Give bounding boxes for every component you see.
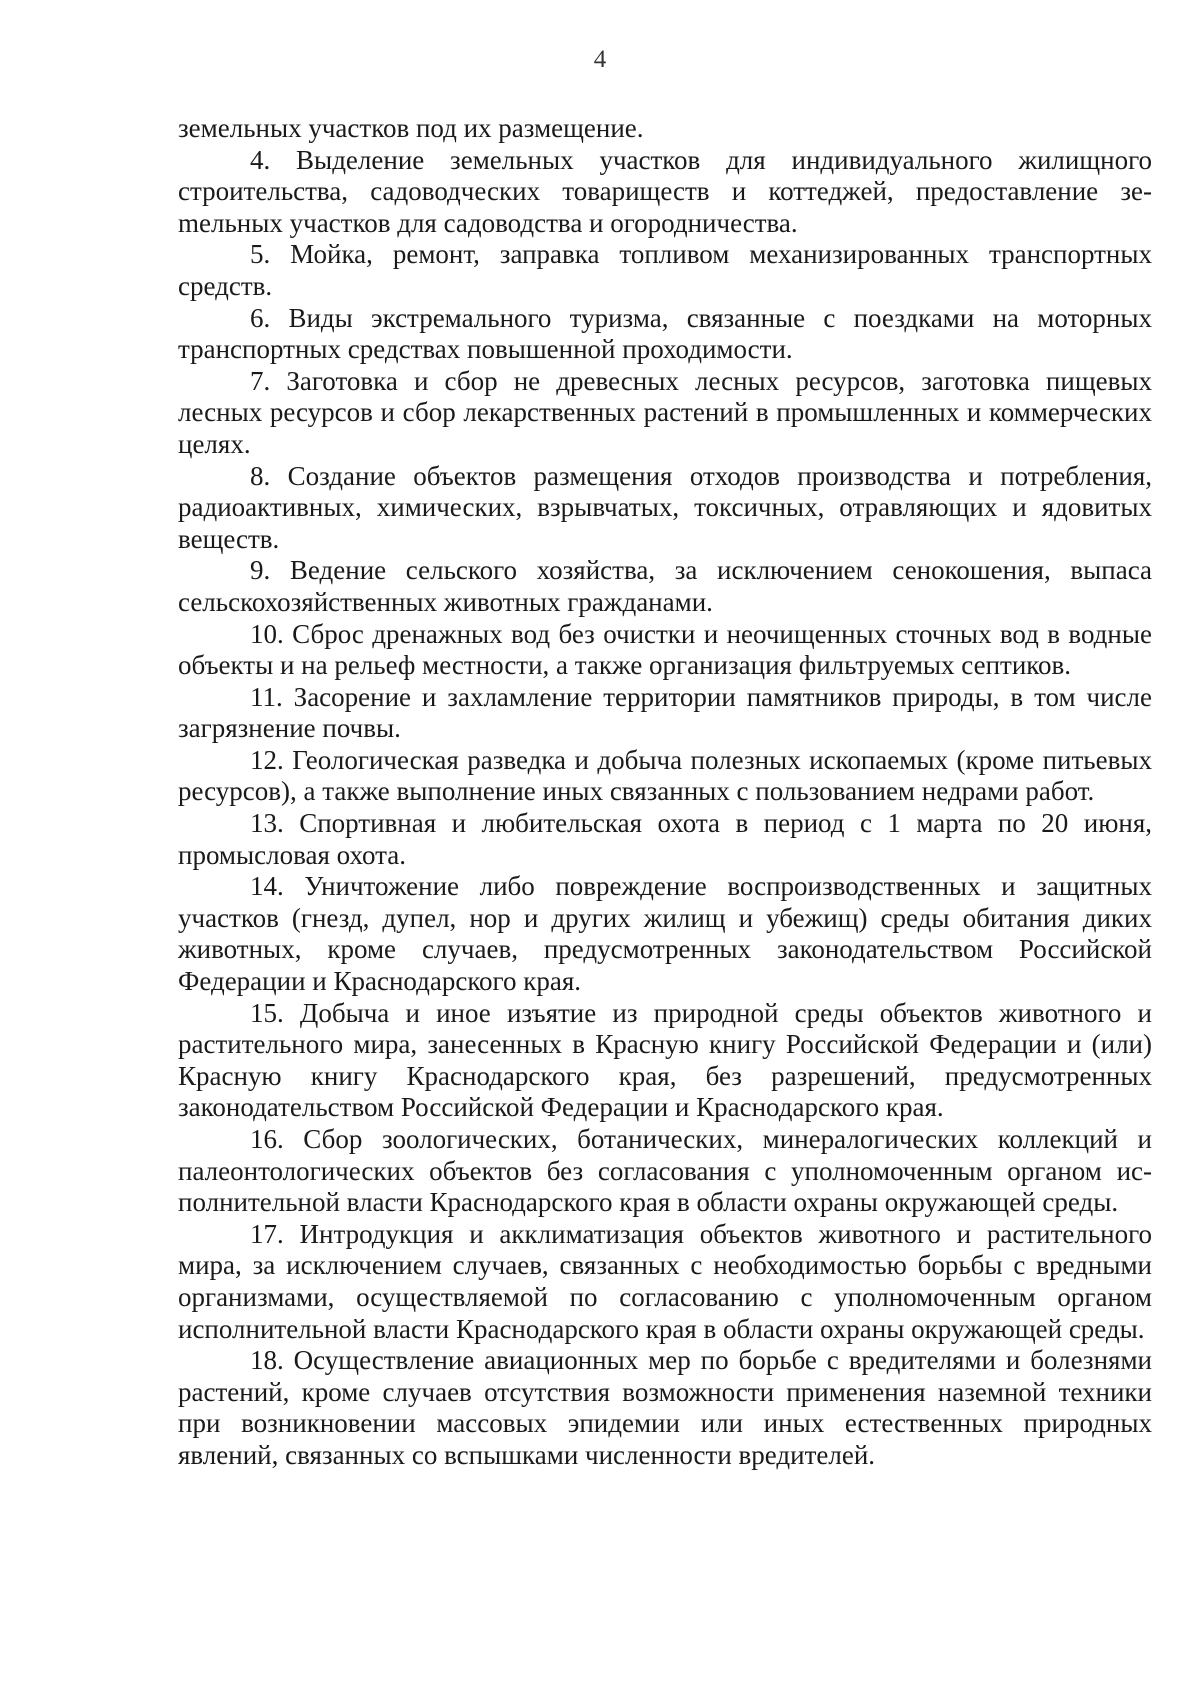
list-item-paragraph: 8. Создание объектов размещения отходов производства и потребления, радиоактивных, химических, взрывчатых, токсичных, отравляющих и ядовитых веществ. — [178, 460, 1152, 554]
list-item-paragraph: 11. Засорение и захламление территории памятников природы, в том числе загрязнение почвы. — [178, 681, 1152, 744]
document-body — [178, 113, 1152, 1472]
list-item-paragraph: 12. Геологическая разведка и добыча полезных ископаемых (кроме питьевых ресурсов), а также выполнение иных связанных с пользованием недрами работ. — [178, 744, 1152, 807]
list-item-paragraph: 7. Заготовка и сбор не древесных лесных ресурсов, заготовка пищевых лесных ресурсов и сбор лекарственных растений в промышленных и коммерческих целях. — [178, 365, 1152, 459]
continued-paragraph: земельных участков под их размещение. — [178, 113, 644, 143]
list-item-paragraph: 18. Осуществление авиационных мер по борьбе с вредителями и болезнями растений, кроме случаев отсутствия возможности применения наземной техники при возникновении массовых эпидемии или иных естественных природных явлений, связанных со вспышками численности вредителей. — [178, 1345, 1152, 1470]
list-item-paragraph: 9. Ведение сельского хозяйства, за исключением сенокошения, выпаса сельскохозяйственных животных гражданами. — [178, 555, 1152, 617]
list-item-paragraph: 16. Сбор зоологических, ботанических, минералогических коллекций и палеонтологических объектов без согласования с уполномоченным органом исполнительной власти Краснодарского края в области охраны окружающей среды. — [178, 1124, 1152, 1218]
list-item-paragraph: 14. Уничтожение либо повреждение воспроизводственных и защитных участков (гнезд, дупел, нор и других жилищ и убежищ) среды обитания диких животных, кроме случаев, предусмотренных законодательством Российской Федерации и Краснодарского края. — [178, 871, 1152, 997]
list-item-paragraph: 13. Спортивная и любительская охота в период с 1 марта по 20 июня, промысловая охота. — [178, 808, 1152, 870]
list-item-paragraph: 10. Сброс дренажных вод без очистки и неочищенных сточных вод в водные объекты и на рельеф местности, а также организация фильтруемых септиков. — [178, 618, 1152, 681]
list-item-paragraph: 5. Мойка, ремонт, заправка топливом механизированных транспортных средств. — [178, 239, 1152, 301]
list-item-paragraph: 17. Интродукция и акклиматизация объектов животного и растительного мира, за исключением случаев, связанных с необходимостью борьбы с вредными организмами, осуществляемой по согласованию с уполномоченным органом исполнительной власти Краснодарского края в области охраны окружающей среды. — [178, 1218, 1152, 1344]
list-item-paragraph: 6. Виды экстремального туризма, связанные с поездками на моторных транспортных средствах повышенной проходимости. — [178, 302, 1152, 365]
list-item-paragraph: 15. Добыча и иное изъятие из природной среды объектов животного и растительного мира, занесенных в Красную книгу Российской Федерации и (или) Красную книгу Краснодарского края, без разрешений, предусмотренных законодательством Российской Федерации и Краснодарского края. — [178, 997, 1152, 1123]
page-number: 4 — [593, 46, 607, 73]
list-item-paragraph: 4. Выделение земельных участков для индивидуального жилищного строительства, садоводческих товариществ и коттеджей, предоставление зеmельных участков для садоводства и огородничества. — [178, 144, 1152, 238]
